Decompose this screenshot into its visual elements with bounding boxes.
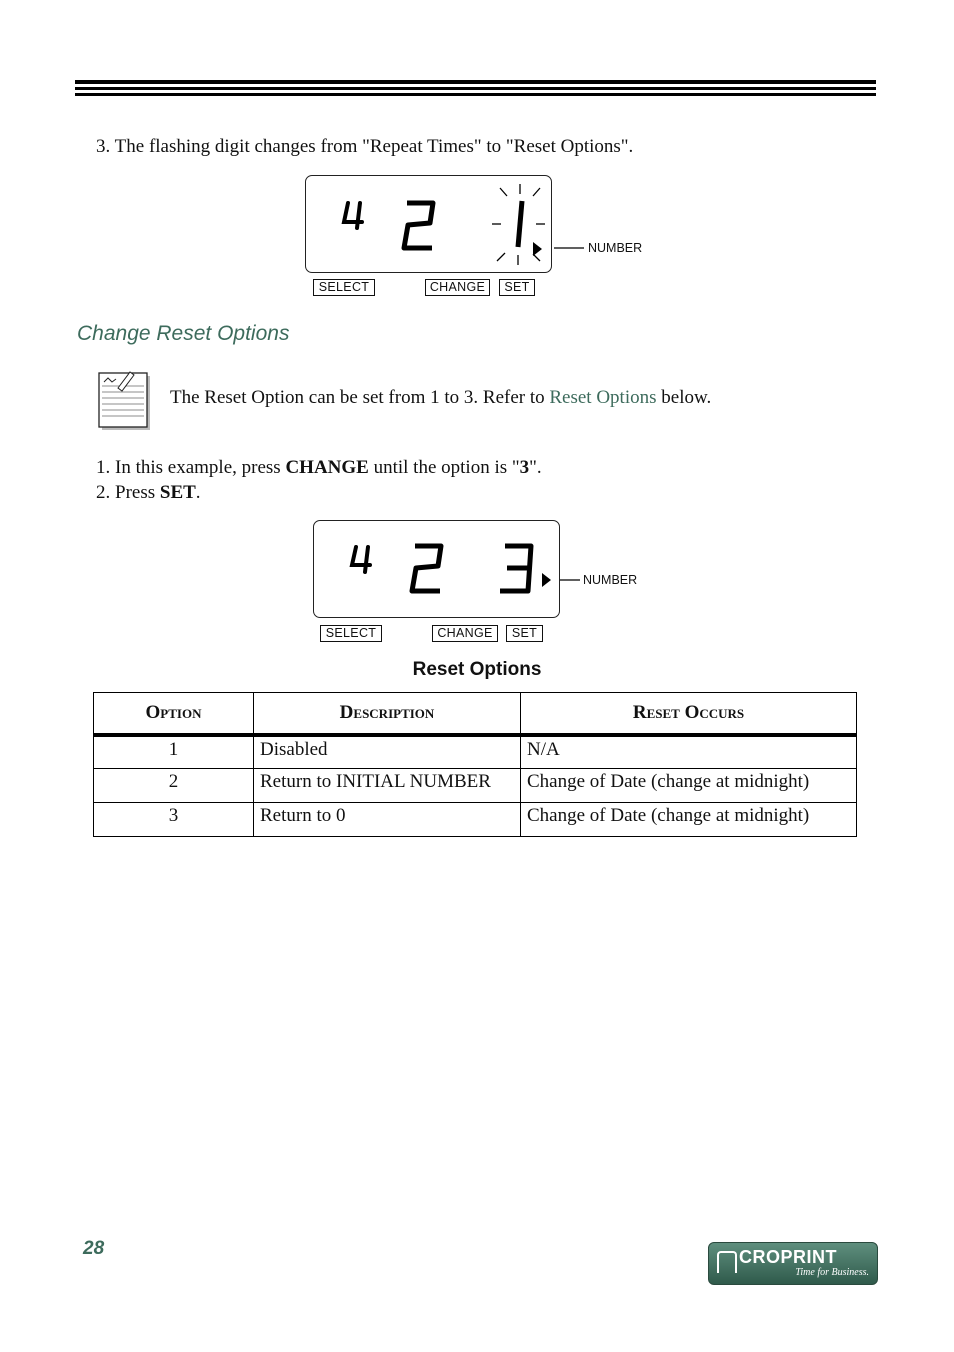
lcd-digit-3 [500, 546, 531, 591]
cell-option: 2 [94, 769, 254, 803]
lcd-digit-2 [404, 203, 433, 248]
number-label: NUMBER [588, 241, 643, 255]
lcd-digit-1 [518, 201, 522, 247]
lcd-digit-2 [412, 546, 441, 591]
cell-option: 1 [94, 735, 254, 769]
cell-reset-occurs: N/A [521, 735, 857, 769]
header-rule-thick [75, 80, 876, 84]
step-1-text: 1. In this example, press CHANGE until the option is "3". [96, 457, 542, 478]
step-3-text: 3. The flashing digit changes from "Repeat Times" to "Reset Options". [96, 136, 634, 157]
logo-a-icon [717, 1251, 737, 1273]
number-label: NUMBER [583, 573, 638, 587]
section-title: Change Reset Options [77, 322, 290, 345]
set-button[interactable]: SET [499, 279, 535, 296]
set-button[interactable]: SET [506, 625, 543, 642]
select-button[interactable]: SELECT [313, 279, 375, 296]
header-rule-mid [75, 87, 876, 90]
cell-reset-occurs: Change of Date (change at midnight) [521, 769, 857, 803]
table-row [94, 803, 857, 837]
cell-reset-occurs: Change of Date (change at midnight) [521, 803, 857, 837]
table-row [94, 769, 857, 803]
lcd-digit-4 [352, 547, 370, 572]
lcd-digit-4 [344, 203, 362, 228]
logo-tagline: Time for Business. [795, 1267, 869, 1278]
cell-option: 3 [94, 803, 254, 837]
note-after: below. [656, 387, 712, 408]
note-before: The Reset Option can be set from 1 to 3. Refer to [170, 387, 550, 408]
cell-description: Disabled [254, 735, 521, 769]
reset-options-table [93, 692, 857, 837]
col-description: Description [254, 693, 521, 735]
col-option: Option [94, 693, 254, 735]
change-button[interactable]: CHANGE [432, 625, 498, 642]
acroprint-logo [708, 1242, 878, 1285]
logo-name: CROPRINT [739, 1247, 837, 1267]
col-reset-occurs: Reset Occurs [521, 693, 857, 735]
table-caption: Reset Options [412, 659, 542, 680]
lcd-display-1 [300, 170, 660, 300]
change-button[interactable]: CHANGE [425, 279, 490, 296]
cell-description: Return to 0 [254, 803, 521, 837]
step-2-text: 2. Press SET. [96, 482, 201, 503]
cell-description: Return to INITIAL NUMBER [254, 769, 521, 803]
number-pointer [533, 242, 542, 256]
header-rule-thin [75, 93, 876, 96]
note-text [170, 386, 711, 410]
note-pad-icon [98, 370, 152, 432]
table-row [94, 735, 857, 769]
page-number: 28 [83, 1238, 105, 1259]
reset-options-link[interactable]: Reset Options [549, 387, 657, 408]
number-pointer [542, 573, 551, 587]
select-button[interactable]: SELECT [320, 625, 382, 642]
table-header-row [94, 693, 857, 735]
lcd-display-2 [308, 515, 668, 645]
